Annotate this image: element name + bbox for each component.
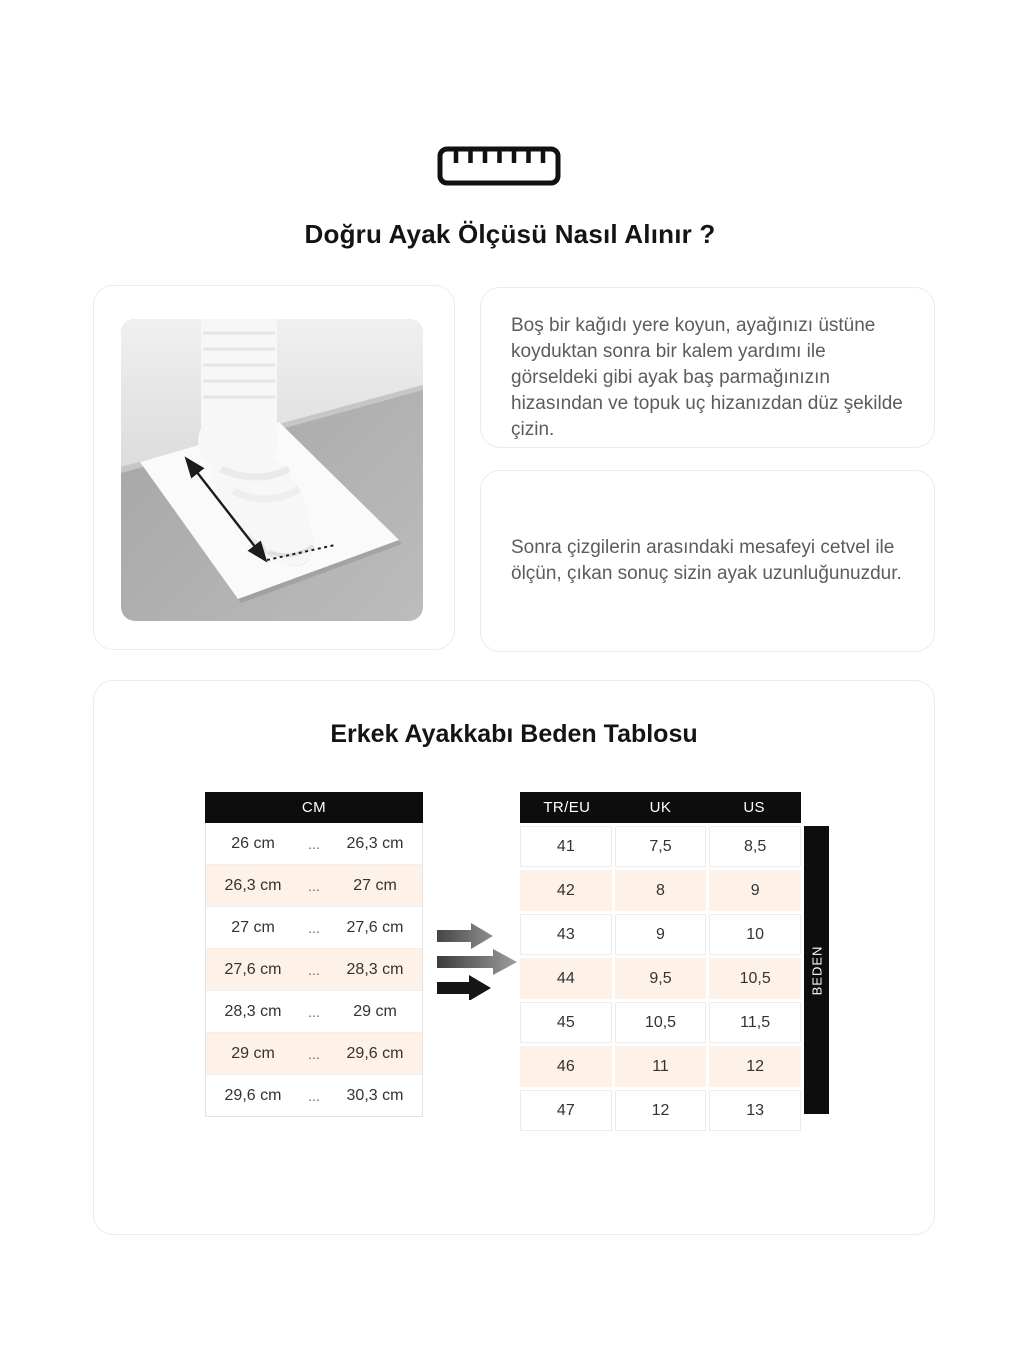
instruction-card-2 — [480, 470, 935, 652]
table-row: 26 cm ... 26,3 cm — [206, 823, 422, 865]
size-cell: 8 — [615, 870, 707, 911]
column-header-us: US — [743, 799, 765, 816]
size-cell: 12 — [709, 1046, 801, 1087]
size-cell: 9,5 — [615, 958, 707, 999]
size-cell: 13 — [709, 1090, 801, 1131]
size-cell: 10 — [709, 914, 801, 955]
size-cell: 8,5 — [709, 826, 801, 867]
size-table-body — [520, 823, 801, 1131]
foot-measurement-photo — [121, 319, 423, 621]
transfer-arrows-icon — [435, 918, 521, 1000]
size-table-header-row — [520, 792, 801, 823]
table-row: 28,3 cm ... 29 cm — [206, 991, 422, 1033]
instruction-card-1 — [480, 287, 935, 448]
size-cell: 44 — [520, 958, 612, 999]
size-table-heading: Erkek Ayakkabı Beden Tablosu — [330, 720, 698, 748]
size-cell: 43 — [520, 914, 612, 955]
column-header-treu: TR/EU — [543, 799, 591, 816]
size-cell: 11 — [615, 1046, 707, 1087]
table-row: 29 cm ... 29,6 cm — [206, 1033, 422, 1075]
cm-table-body — [205, 823, 423, 1117]
size-cell: 11,5 — [709, 1002, 801, 1043]
international-size-table — [520, 792, 801, 1131]
instruction-step-2-text: Sonra çizgilerin arasındaki mesafeyi cetvel ile ölçün, çıkan sonuç sizin ayak uzunluğunuzdur. — [511, 537, 902, 584]
ruler-icon — [437, 146, 561, 186]
column-header-uk: UK — [649, 799, 672, 816]
size-cell: 47 — [520, 1090, 612, 1131]
cm-table-header: CM — [205, 792, 423, 823]
size-cell: 9 — [709, 870, 801, 911]
size-cell: 9 — [615, 914, 707, 955]
table-row: 27 cm ... 27,6 cm — [206, 907, 422, 949]
size-cell: 41 — [520, 826, 612, 867]
measurement-photo-card — [93, 285, 455, 650]
size-cell: 7,5 — [615, 826, 707, 867]
size-cell: 42 — [520, 870, 612, 911]
instruction-step-1-text: Boş bir kağıdı yere koyun, ayağınızı üstüne koyduktan sonra bir kalem yardımı ile görseldeki gibi ayak baş parmağınızın hizasından ve topuk uç hizanızdan düz şekilde çizin. — [511, 315, 903, 440]
page-title: Doğru Ayak Ölçüsü Nasıl Alınır ? — [304, 219, 716, 249]
size-cell: 10,5 — [709, 958, 801, 999]
table-row: 27,6 cm ... 28,3 cm — [206, 949, 422, 991]
size-cell: 10,5 — [615, 1002, 707, 1043]
size-cell: 45 — [520, 1002, 612, 1043]
size-cell: 46 — [520, 1046, 612, 1087]
cm-range-table — [205, 792, 423, 1117]
table-row: 29,6 cm ... 30,3 cm — [224, 1086, 404, 1104]
table-row: 26,3 cm ... 27 cm — [206, 865, 422, 907]
beden-side-label: BEDEN — [804, 826, 829, 1114]
size-cell: 12 — [615, 1090, 707, 1131]
